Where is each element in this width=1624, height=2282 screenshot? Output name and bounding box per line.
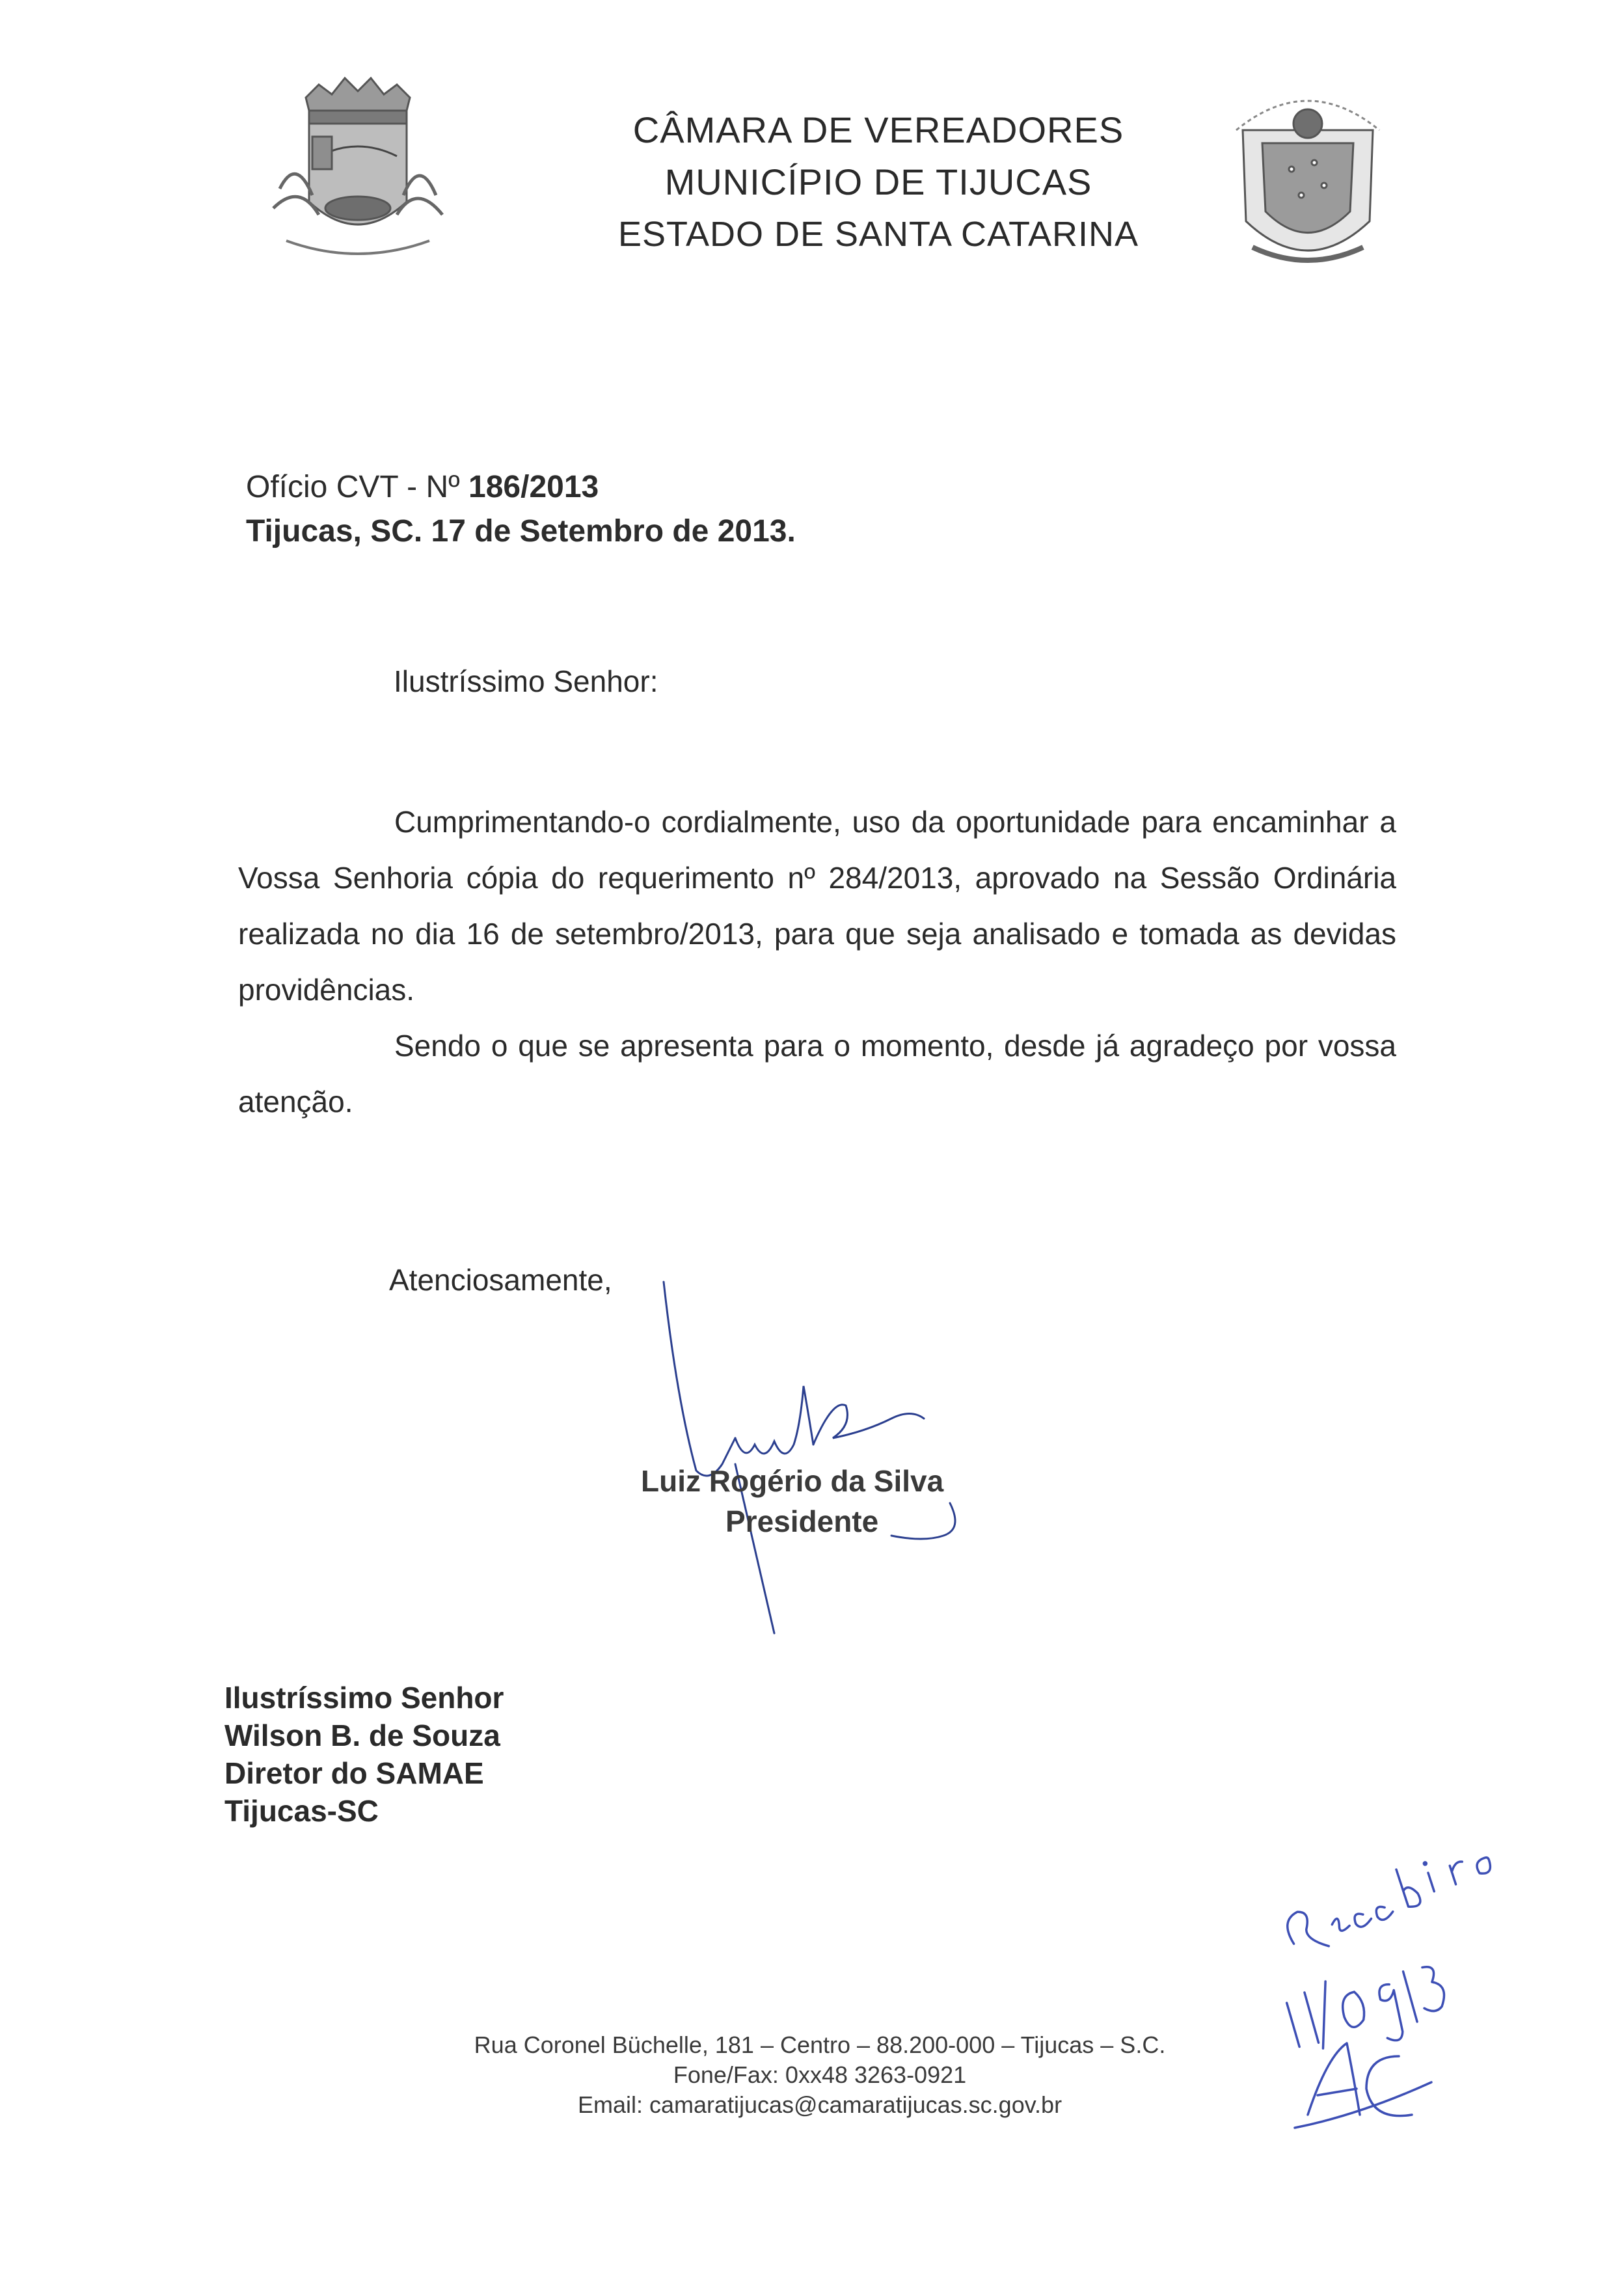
legislative-seal-logo bbox=[1217, 72, 1399, 286]
letter-footer bbox=[364, 2030, 1275, 2120]
signer-role: Presidente bbox=[725, 1504, 879, 1538]
letterhead bbox=[494, 104, 1262, 260]
letter-date: Tijucas, SC. 17 de Setembro de 2013. bbox=[246, 514, 796, 549]
oficio-number: 186/2013 bbox=[468, 470, 599, 504]
letter-reference bbox=[246, 465, 796, 554]
salutation: Ilustríssimo Senhor: bbox=[394, 664, 658, 698]
footer-email: Email: camaratijucas@camaratijucas.sc.gov.br bbox=[577, 2091, 1062, 2118]
state-name: ESTADO DE SANTA CATARINA bbox=[617, 215, 1139, 254]
recipient-block bbox=[224, 1679, 504, 1830]
recipient-city: Tijucas-SC bbox=[224, 1794, 379, 1828]
recipient-salutation: Ilustríssimo Senhor bbox=[224, 1681, 504, 1715]
municipality-name: MUNICÍPIO DE TIJUCAS bbox=[664, 161, 1092, 202]
footer-phone: Fone/Fax: 0xx48 3263-0921 bbox=[673, 2061, 967, 2088]
oficio-line bbox=[246, 465, 796, 509]
letter-body bbox=[238, 794, 1396, 1130]
body-paragraph-1: Cumprimentando-o cordialmente, uso da oportunidade para encaminhar a Vossa Senhoria cópia do requerimento nº 284/2013, aprovado na Sessão Ordinária realizada no dia 16 de setembro/2013, para que seja analisado e tomada as devidas providências. bbox=[238, 805, 1396, 1007]
oficio-prefix: Ofício CVT - Nº bbox=[246, 470, 469, 504]
signer-block bbox=[641, 1461, 1005, 1542]
municipal-coat-of-arms-logo bbox=[260, 59, 455, 280]
recipient-title: Diretor do SAMAE bbox=[224, 1756, 484, 1790]
chamber-name: CÂMARA DE VEREADORES bbox=[632, 109, 1124, 150]
recipient-name: Wilson B. de Souza bbox=[224, 1718, 500, 1752]
footer-address: Rua Coronel Büchelle, 181 – Centro – 88.200-000 – Tijucas – S.C. bbox=[474, 2031, 1166, 2058]
signer-name: Luiz Rogério da Silva bbox=[641, 1464, 944, 1498]
body-paragraph-2: Sendo o que se apresenta para o momento, desde já agradeço por vossa atenção. bbox=[238, 1029, 1396, 1119]
closing-phrase: Atenciosamente, bbox=[389, 1263, 612, 1297]
handwritten-receipt-stamp bbox=[1269, 1809, 1542, 2147]
